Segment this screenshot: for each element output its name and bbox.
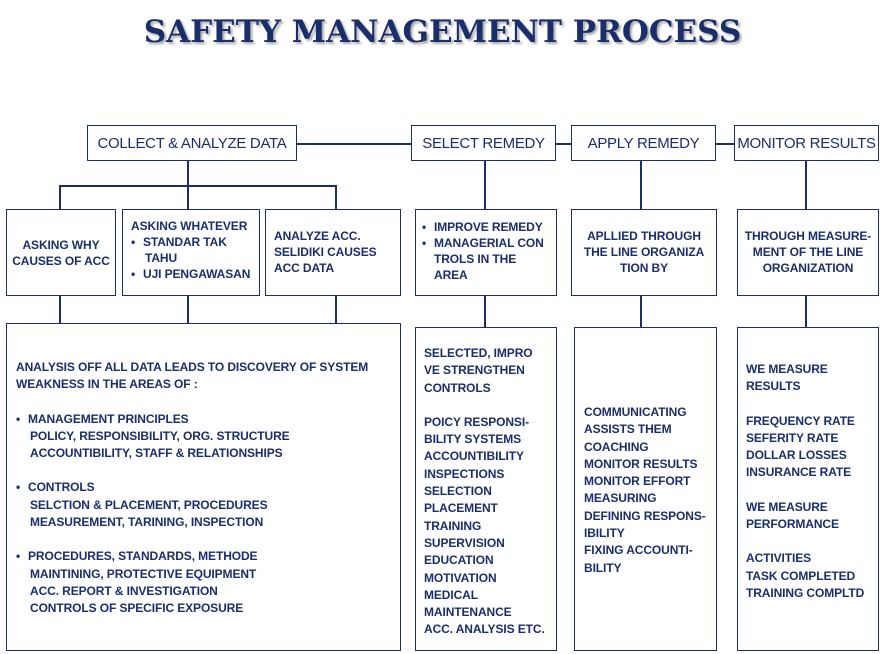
bullet-line: IMPROVE REMEDY: [434, 220, 543, 234]
connector-line: [805, 160, 807, 209]
selected-line: SELECTED, IMPRO: [424, 346, 533, 360]
connector-line: [297, 143, 411, 145]
communicating-line: MONITOR EFFORT: [584, 474, 691, 489]
measure-line: RESULTS: [746, 379, 801, 394]
bullet-line: STANDAR TAK: [143, 235, 227, 249]
measure-line: PERFORMANCE: [746, 517, 839, 532]
selected-list-item: SUPERVISION: [424, 535, 505, 550]
select-remedy-box: [411, 125, 556, 161]
selected-list-item: PLACEMENT: [424, 501, 498, 516]
remedy-bullet: [422, 219, 556, 235]
bullet-icon: •: [16, 549, 21, 564]
analyze-acc-box: [265, 209, 401, 296]
analysis-line: MEASUREMENT, TARINING, INSPECTION: [30, 515, 264, 530]
measure-line: WE MEASURE: [746, 362, 828, 376]
analysis-line: ACCOUNTIBILITY, STAFF & RELATIONSHIPS: [30, 446, 283, 461]
bullet-icon: •: [16, 411, 21, 426]
analyze-line: SELIDIKI CAUSES: [274, 245, 377, 259]
bullet-line: TROLS IN THE: [434, 252, 517, 266]
communicating-line: ASSISTS THEM: [584, 422, 672, 437]
measure-line: WE MEASURE: [746, 499, 828, 514]
through-line: ORGANIZATION: [762, 261, 854, 275]
connector-line: [716, 143, 734, 145]
connector-line: [335, 295, 337, 323]
apply-remedy-label: APPLY REMEDY: [587, 134, 700, 152]
applied-line: THE LINE ORGANIZA: [583, 245, 705, 259]
analysis-intro-line: WEAKNESS IN THE AREAS OF :: [16, 377, 198, 392]
selected-line: CONTROLS: [424, 380, 491, 395]
analysis-line: SELCTION & PLACEMENT, PROCEDURES: [30, 497, 268, 512]
analysis-group-head: MANAGEMENT PRINCIPLES: [28, 411, 189, 426]
selected-list-item: BILITY SYSTEMS: [424, 432, 522, 447]
measure-line: SEFERITY RATE: [746, 430, 839, 445]
communicating-line: MONITOR RESULTS: [584, 456, 698, 471]
communicating-line: DEFINING RESPONS-: [584, 508, 706, 523]
asking-why-line: ASKING WHY: [22, 237, 100, 252]
analysis-line: POLICY, RESPONSIBILITY, ORG. STRUCTURE: [30, 428, 290, 443]
measure-line: TASK COMPLETED: [746, 568, 856, 583]
applied-line: APLLIED THROUGH: [587, 229, 701, 243]
connector-line: [484, 160, 486, 209]
connector-line: [59, 185, 337, 187]
connector-line: [640, 160, 642, 209]
selected-list-item: MAINTENANCE: [424, 605, 512, 620]
connector-line: [187, 185, 189, 209]
select-remedy-label: SELECT REMEDY: [422, 134, 545, 152]
selected-list-item: ACC. ANALYSIS ETC.: [424, 622, 545, 637]
communicating-line: BILITY: [584, 560, 622, 575]
analysis-group: [16, 411, 400, 428]
improve-remedy-box: [415, 209, 557, 296]
analysis-line: CONTROLS OF SPECIFIC EXPOSURE: [30, 601, 244, 616]
asking-why-line: CAUSES OF ACC: [12, 253, 110, 268]
analysis-line: ACC. REPORT & INVESTIGATION: [30, 583, 218, 598]
measure-line: FREQUENCY RATE: [746, 413, 855, 428]
apply-remedy-box: [571, 125, 716, 161]
connector-line: [59, 185, 61, 209]
bullet-line: AREA: [434, 268, 468, 282]
selected-list-item: EDUCATION: [424, 553, 494, 568]
measure-box: [737, 327, 879, 651]
analysis-group-head: CONTROLS: [28, 480, 95, 495]
selected-list-item: INSPECTIONS: [424, 466, 505, 481]
asking-whatever-bullet: [131, 266, 259, 282]
selected-list-item: SELECTION: [424, 484, 492, 499]
analysis-box: [6, 323, 401, 651]
page-title: SAFETY MANAGEMENT PROCESS: [143, 14, 742, 50]
analysis-line: MAINTINING, PROTECTIVE EQUIPMENT: [30, 566, 257, 581]
through-measurement-box: [737, 209, 879, 296]
analysis-group: [16, 479, 400, 496]
bullet-line: MANAGERIAL CON: [434, 236, 544, 250]
connector-line: [805, 295, 807, 327]
connector-line: [187, 295, 189, 323]
bullet-line: TAHU: [145, 251, 178, 265]
selected-list-item: ACCOUNTIBILITY: [424, 449, 524, 464]
measure-line: DOLLAR LOSSES: [746, 448, 847, 463]
analysis-group: [16, 548, 400, 565]
asking-why-box: [6, 209, 116, 296]
selected-line: VE STRENGTHEN: [424, 363, 525, 378]
monitor-results-box: [734, 125, 879, 161]
connector-line: [187, 160, 189, 186]
bullet-icon: •: [131, 267, 136, 281]
communicating-box: [574, 327, 717, 651]
selected-list-item: MEDICAL: [424, 587, 478, 602]
bullet-line: UJI PENGAWASAN: [143, 267, 251, 281]
bullet-icon: •: [422, 220, 427, 234]
selected-list-item: MOTIVATION: [424, 570, 497, 585]
connector-line: [335, 185, 337, 209]
remedy-bullet: [422, 235, 556, 283]
monitor-results-label: MONITOR RESULTS: [737, 134, 876, 152]
connector-line: [556, 143, 571, 145]
applied-through-box: [571, 209, 717, 296]
measure-line: INSURANCE RATE: [746, 465, 852, 480]
connector-line: [59, 295, 61, 323]
bullet-icon: •: [422, 236, 427, 250]
selected-box: [415, 327, 557, 651]
analysis-intro-line: ANALYSIS OFF ALL DATA LEADS TO DISCOVERY OF SYSTEM: [16, 360, 369, 374]
bullet-icon: •: [131, 235, 136, 249]
asking-whatever-box: [122, 209, 260, 296]
bullet-icon: •: [16, 480, 21, 495]
selected-list-item: TRAINING: [424, 518, 482, 533]
connector-line: [640, 295, 642, 327]
collect-analyze-data-label: COLLECT & ANALYZE DATA: [97, 134, 287, 152]
analysis-group-head: PROCEDURES, STANDARDS, METHODE: [28, 549, 258, 564]
applied-line: TION BY: [620, 261, 668, 275]
through-line: MENT OF THE LINE: [752, 245, 864, 259]
selected-list-item: POICY RESPONSI-: [424, 414, 529, 429]
measure-line: ACTIVITIES: [746, 551, 812, 566]
communicating-line: FIXING ACCOUNTI-: [584, 543, 693, 558]
connector-line: [484, 295, 486, 327]
collect-analyze-data-box: [87, 125, 297, 161]
asking-whatever-title: ASKING WHATEVER: [131, 219, 248, 233]
communicating-line: MEASURING: [584, 491, 657, 506]
asking-whatever-bullet: [131, 234, 259, 266]
through-line: THROUGH MEASURE-: [744, 229, 872, 243]
communicating-line: COMMUNICATING: [584, 405, 687, 419]
analyze-line: ACC DATA: [274, 261, 335, 275]
communicating-line: IBILITY: [584, 526, 625, 541]
measure-line: TRAINING COMPLTD: [746, 585, 865, 600]
analyze-line: ANALYZE ACC.: [274, 229, 361, 243]
communicating-line: COACHING: [584, 439, 649, 454]
